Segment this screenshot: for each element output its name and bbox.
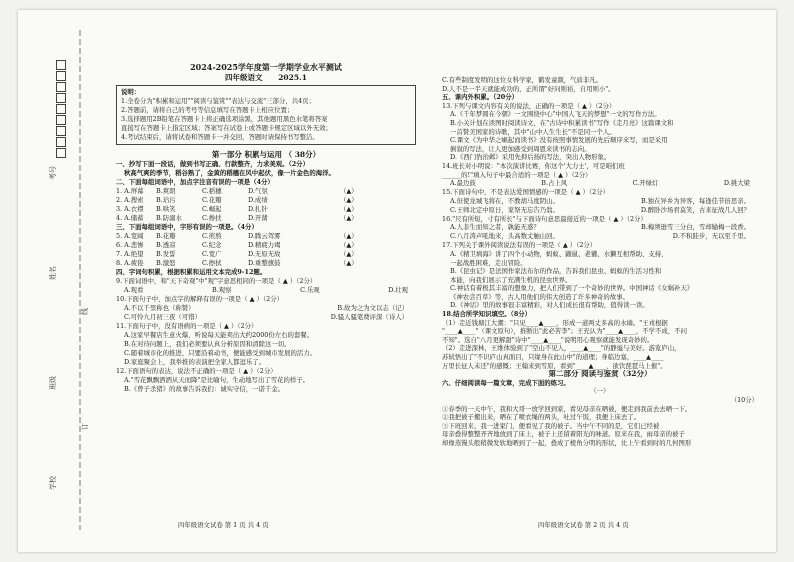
option: A.这家早餐店生意火爆，听说每天能卖出大约2000份左右的套餐。	[124, 331, 314, 339]
passage-line: 却像蒸馒头般稍微发软地晒到了一起，叠成了棱角分明的形状，比上午看到时的几何图形	[442, 438, 692, 447]
option: C.稻穗	[202, 187, 222, 195]
option: 5. A.宽阔	[116, 232, 144, 240]
option: C.可怜九月初三夜（可惜）	[124, 313, 201, 321]
notice-line: 3.选择题用2B铅笔在答题卡上将正确选项涂黑，其他题用黑色水笔将答案	[121, 115, 328, 123]
notice-line: 说明：	[121, 88, 141, 96]
option: 《神农尝百草》等，古人用他们的伟大创造了许多神奇的故事。	[450, 292, 629, 301]
class-label: 班级	[49, 376, 57, 390]
q16-options-row1	[442, 223, 758, 232]
option: B.花瓣	[156, 232, 176, 240]
left-column	[116, 62, 416, 394]
option: C.花瓣	[202, 196, 222, 204]
exam-subtitle	[116, 73, 416, 83]
question-14: 14.班长对小明说："本次演讲比赛，你这个'大力士'，可是咱们班	[442, 161, 625, 170]
option	[294, 241, 340, 250]
answer-blank: （▲）	[340, 196, 358, 204]
question-14-cont: ______的!"填入句子中最合适的一项是（ ▲ ）（2分）	[442, 170, 592, 179]
option: A.但使龙城飞将在，不教胡马度阴山。	[450, 196, 559, 205]
exam-title: 2024-2025学年度第一学期学业水平测试	[190, 62, 342, 72]
q3-options	[116, 232, 416, 268]
passage-line: ①春季的一天中午，我和大哥一放学回到家，看见母亲在晒被，便走到我前去去晒一下。	[442, 404, 692, 413]
option: B.激怒	[156, 259, 176, 267]
option: A.《千年梦圆在今朝》一文围绕中心"中国人飞天的梦想"一文的写作方法。	[450, 110, 661, 119]
option	[294, 232, 340, 241]
option: C.随着城市化的推进，只要沿着动书，便能感受到城市发展的活力。	[124, 349, 317, 357]
fill-blank-line: （1）走近钱塘江大潮："只见____▲____，形成一道两丈多高的水墙。"王戎根据	[442, 318, 668, 327]
question-1: 一、抄写下面一段话，做到书写正确、行款整齐，力求美观。（2分）	[116, 160, 309, 168]
option: B.透凉	[156, 241, 176, 249]
option: A.人非生而知之者，孰能无惑？	[450, 223, 540, 232]
question-2: 二、下面每组词语中，加点字注音有误的一项是（4分）	[116, 178, 274, 186]
option: A.《精卫填海》讲了四个小动物，蚂蚁、鼹鼠、老獾、水獭互相帮助、支持，	[450, 249, 668, 258]
question-9: 9.下面词语中，和"天下奇观"中"观"字意思相同的一项是（ ▲ ）（2分）	[116, 277, 317, 285]
option: D.重整旗鼓	[248, 259, 281, 267]
option-row	[116, 205, 416, 214]
option: D.不积跬步，无以至千里。	[672, 232, 750, 241]
option: 一首赞美国家的诗歌，其中"山中人生生长"不是同一个人。	[450, 127, 616, 136]
section-6: 六、仔细阅读每一篇文章，完成下面的练习。	[442, 378, 570, 387]
option: C.搀扶	[202, 214, 222, 222]
fill-blank-line: "____▲____"（课文原句），推断出"此必苦李"；王充认为"____▲____，不学不成，不问	[442, 327, 687, 336]
part2-heading: 第二部分 阅读与鉴赏（32分）	[548, 370, 652, 379]
option: A."雪花飘飘洒洒从天而降"是比喻句，生动地写出了雪花的样子。	[124, 376, 310, 384]
exam-sheet	[18, 10, 776, 552]
option: A.最边鼓	[450, 179, 476, 188]
option: B.爽朗	[156, 187, 176, 195]
option	[294, 250, 340, 259]
answer-blank: （▲）	[340, 205, 358, 213]
answer-blank: （▲）	[340, 241, 358, 249]
option: 1. A.屏幕	[116, 187, 144, 195]
option: 一起战胜困难，走出冒险。	[450, 258, 527, 267]
option: B.在对待问题上，我们必须要认真分析原因和清除这一切。	[124, 340, 291, 348]
exam-date: 2025.1	[278, 73, 307, 82]
option: D.《神话》里的故事很丰富精彩，对人们成长很有帮助，值得读一读。	[450, 301, 649, 310]
option: B.占上风	[541, 179, 568, 188]
option	[294, 205, 340, 214]
option: D.骚人骚笔费评深（诗人）	[330, 313, 408, 321]
option: C.开绿灯	[632, 179, 659, 188]
option: C.王师北定中原日，家祭无忘告乃翁。	[450, 205, 559, 214]
q10-options-row1	[116, 304, 416, 313]
question-12: 12.下面语句的表达，说法不正确的一项是（ ▲ ）（2分）	[116, 367, 277, 375]
right-column	[442, 76, 758, 448]
option-row	[116, 214, 416, 223]
section-5: 五、课内外积累。（20分）	[442, 93, 518, 102]
q2-options	[116, 187, 416, 223]
option: D.扎针	[248, 205, 268, 213]
option: B.《昆虫记》是法国作家法布尔的作品，告诉我们昆虫、蚂蚁的生活习性和	[450, 267, 662, 276]
option: 2. A.搜索	[116, 196, 144, 204]
q10-options-row2	[116, 313, 416, 322]
page-footer-left: 四年级语文试卷 第 1 页 共 4 页	[178, 521, 269, 529]
option: 倒叙的写法，让人更加感受到周恩来读书的志向。	[450, 144, 591, 153]
fill-blank-line: 苏轼悟出了"不识庐山真面目，只缘身在此山中"的道理；身临边塞，____▲____	[442, 353, 664, 362]
option: C.崛起	[202, 205, 222, 213]
answer-blank: （▲）	[340, 232, 358, 240]
q14-options	[442, 179, 758, 188]
option: 6. A.悲惨	[116, 241, 144, 249]
option: B.防溺水	[156, 214, 182, 222]
option: A.观看	[124, 286, 144, 294]
option: D.成绩	[248, 196, 268, 204]
option: D.壮观	[388, 286, 408, 294]
option: 4. A.储蓄	[116, 214, 144, 222]
option: C.有些制度发明的这位女科学家，鹤发童颜，气质非凡。	[442, 76, 603, 84]
option: D.气氛	[248, 187, 268, 195]
q16-options-row2	[442, 232, 758, 241]
reading-title	[442, 387, 758, 396]
school-label: 学校	[49, 476, 57, 490]
answer-blank: （▲）	[340, 259, 358, 267]
notice-line: 直接写在答题卡上指定区域；答案写在试卷上或答题卡规定区域以外无效；	[121, 124, 332, 132]
option: 8. A.疲倦	[116, 259, 144, 267]
option	[294, 259, 340, 268]
answer-blank: （▲）	[340, 214, 358, 222]
question-10: 10.下面句子中，加点字的解释有误的一项是（ ▲ ）（2分）	[116, 295, 283, 303]
question-13: 13.下列与课文内容有关的说法，正确的一项是（ ▲ ）（2分）	[442, 101, 616, 110]
reading-number: （一）	[590, 387, 610, 396]
copy-text: 秋高气爽的季节，稻谷熟了，金黄的稻穗在风中起伏，像一片金色的海洋。	[124, 169, 335, 177]
answer-blank: （▲）	[340, 187, 358, 195]
option: B.独在异乡为异客，每逢佳节倍思亲。	[641, 196, 750, 205]
option: B.小关计划在读图时阅读诗文，在"古诗中积累读书"写作《走月亮》这篇课文和	[450, 118, 674, 127]
question-11: 11.下面句子中，没有语病的一项是（ ▲ ）（2分）	[116, 322, 258, 330]
question-3: 三、下面每组词语中，字形有误的一项是。（4分）	[116, 223, 258, 231]
option: 7. A.绝望	[116, 250, 144, 258]
notice-line: 4.考试结束后，请将试卷和答题卡一并交回，答题时请保持书写整洁。	[121, 133, 319, 141]
option: C.八月涛声吼地来，头高数丈触山回。	[450, 232, 559, 241]
option: B.观察	[212, 286, 232, 294]
option: C.纪念	[202, 241, 222, 249]
part1-heading: 第一部分 积累与运用 （ 38分）	[211, 150, 321, 159]
question-4: 四、字词句积累，根据积累和运用文本完成9-12题。	[116, 268, 267, 276]
q15-options-row1	[442, 197, 758, 206]
option	[294, 196, 340, 205]
option: C.课文《为中华之崛起而读书》没有按照事情发展的先后顺序来写，而是采用	[450, 136, 668, 145]
instructions-box	[116, 85, 416, 145]
option: D.腾云驾雾	[248, 232, 281, 240]
question-18: 18.结合所学知识填空。（8分）	[442, 310, 532, 319]
option: C.煎熬	[202, 232, 222, 240]
q9-options	[116, 286, 416, 295]
exam-number-boxes	[56, 60, 68, 159]
question-17: 17.下列关于课外阅读说法有误的一项是（ ▲ ）（2分）	[442, 241, 597, 250]
option: C.擦拭	[202, 259, 222, 267]
passage-line: ③下班回来，我一进家门，便看见了我的被子。当中午不同的是，它们已经被	[442, 421, 660, 430]
option: C.神话有着极其丰富的想象力，把人们带到了一个奇妙的世界。中国神话《女娲补天》	[450, 284, 694, 293]
option-row	[116, 232, 416, 241]
question-16: 16."尺有所短，寸有所长"与下面诗句意思最接近的一项是（ ▲ ）（2分）	[442, 214, 647, 223]
answer-blank: （▲）	[340, 250, 358, 258]
q15-options-row2	[442, 206, 758, 215]
option: B.故为之为文以志（记）	[337, 304, 408, 312]
option: 3. A.衣襟	[116, 205, 144, 213]
option: D.人不是一半天就能成功的，正所谓"好问则裕，自用则小"。	[442, 84, 615, 93]
option: D.精疲力竭	[248, 241, 281, 249]
name-label: 姓名	[49, 266, 57, 280]
passage-line: 母亲叠得整整齐齐地放到了床上，被子上还留着阳光的味道。原来在我，雨母亲的被子	[442, 430, 685, 439]
option	[294, 187, 340, 196]
option-row	[116, 241, 416, 250]
option: B.《曾子杀猪》的故事告诉我们：诚实守信，一诺千金。	[124, 385, 285, 393]
option: D.无原无故	[248, 250, 281, 258]
option: D.醉卧沙场君莫笑，古来征战几人回？	[640, 205, 750, 214]
seal-label: 订	[81, 423, 89, 430]
option: A.不以千里称也（称赞）	[124, 304, 195, 312]
option: 本能，向我们展示了充满生机的昆虫世界。	[450, 275, 572, 284]
exam-no-label: 考号	[49, 166, 57, 180]
option-row	[116, 196, 416, 205]
option	[294, 214, 340, 223]
option: D.《西门豹治邺》采用先抑后扬的写法，突出人物形象。	[450, 153, 611, 162]
notice-line: 1.全卷分为"积累和运用""阅读与鉴赏""表达与交流"三部分，共4页；	[121, 97, 315, 105]
fill-blank-line: 万里长征人未还"的感慨；王翰来到雪原，看到"____▲____，欲饮琵琶马上催"。	[442, 361, 667, 370]
option-row	[116, 250, 416, 259]
page-footer-right: 四年级语文试卷 第 2 页 共 4 页	[538, 521, 629, 529]
option: B.哄笑	[156, 205, 176, 213]
passage-line: ②我把被子搬出来，晒在了喷衣绳的两头，吐过午饭，我便上床去了。	[442, 413, 641, 422]
option: C.乐观	[300, 286, 320, 294]
option: D.开凿	[248, 214, 268, 222]
line-label: 线	[81, 308, 89, 315]
binding-strip	[18, 10, 100, 552]
notice-line: 2.答题前，请将自己的考号等信息填写在答题卡上相应位置；	[121, 106, 294, 114]
question-15: 15.下面诗句中，不是表达爱国情感的一项是（ ▲ ）（2分）	[442, 188, 609, 197]
reading-score: （10分）	[730, 396, 758, 404]
option: B.玷污	[156, 196, 176, 204]
option: D.家庭聚会上，我举推的表演把全家人都逗乐了。	[124, 358, 266, 366]
grade-subject: 四年级语文	[225, 73, 263, 82]
fill-blank-line: （2）走进深林，王维体验到了"空山不见人，____▲____"的静谧与美好。游览庐山，	[442, 344, 681, 353]
option: B.梅须逊雪三分白，雪却输梅一段香。	[641, 223, 750, 232]
option: D.挑大梁	[723, 179, 750, 188]
option-row	[116, 187, 416, 196]
option: B.发誓	[156, 250, 176, 258]
option: C.宽广	[202, 250, 222, 258]
binding-line	[78, 30, 82, 530]
fill-blank-line: 不知"。选自"八月更解甜"诗中"____▲____"说明用心观察就能发现奇妙的。	[442, 335, 654, 344]
option-row	[116, 259, 416, 268]
